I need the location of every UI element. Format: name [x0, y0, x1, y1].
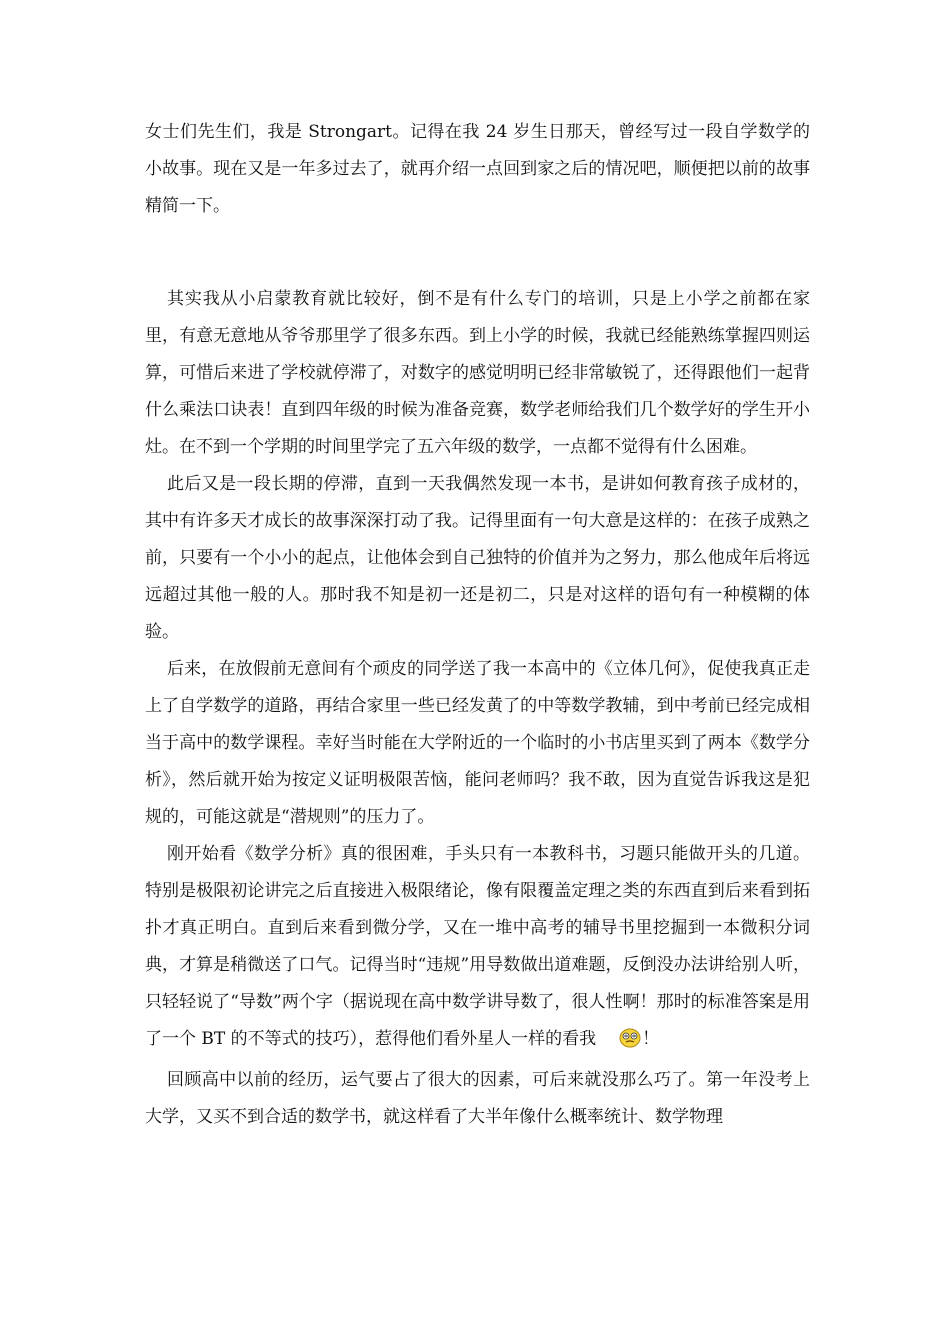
paragraph-childhood: 其实我从小启蒙教育就比较好，倒不是有什么专门的培训，只是上小学之前都在家里，有意无意地从爷爷那里学了很多东西。到上小学的时候，我就已经能熟练掌握四则运算，可惜后来进了学校就停滞了，对数字的感觉明明已经非常敏锐了，还得跟他们一起背什么乘法口诀表！直到四年级的时候为准备竞赛，数学老师给我们几个数学好的学生开小灶。在不到一个学期的时间里学完了五六年级的数学，一点都不觉得有什么困难。: [145, 289, 810, 457]
paragraph-retrospect: 回顾高中以前的经历，运气要占了很大的因素，可后来就没那么巧了。第一年没考上大学，又买不到合适的数学书，就这样看了大半年像什么概率统计、数学物理: [145, 1070, 810, 1127]
paragraph-analysis-text: 刚开始看《数学分析》真的很困难，手头只有一本教科书，习题只能做开头的几道。特别是极限初论讲完之后直接进入极限绪论，像有限覆盖定理之类的东西直到后来看到拓扑才真正明白。直到后来看到微分学，又在一堆中高考的辅导书里挖掘到一本微积分词典，才算是稍微送了口气。记得当时“违规”用导数做出道难题，反倒没办法讲给别人听，只轻轻说了“导数”两个字（据说现在高中数学讲导数了，很人性啊！那时的标准答案是用了一个 BT 的不等式的技巧），惹得他们看外星人一样的看我: [145, 844, 810, 1049]
paragraph-analysis: [145, 836, 810, 1062]
exclamation-mark: ！: [642, 1029, 660, 1049]
paragraph-geometry-book: 后来，在放假前无意间有个顽皮的同学送了我一本高中的《立体几何》，促使我真正走上了自学数学的道路，再结合家里一些已经发黄了的中等数学教辅，到中考前已经完成相当于高中的数学课程。幸好当时能在大学附近的一个临时的小书店里买到了两本《数学分析》，然后就开始为按定义证明极限苦恼，能问老师吗？我不敢，因为直觉告诉我这是犯规的，可能这就是“潜规则”的压力了。: [145, 659, 810, 827]
document-body: [145, 114, 810, 1136]
paragraph-spacer: [145, 225, 810, 281]
paragraph-stagnation: 此后又是一段长期的停滞，直到一天我偶然发现一本书，是讲如何教育孩子成材的，其中有许多天才成长的故事深深打动了我。记得里面有一句大意是这样的：在孩子成熟之前，只要有一个小小的起点，让他体会到自己独特的价值并为之努力，那么他成年后将远远超过其他一般的人。那时我不知是初一还是初二，只是对这样的语句有一种模糊的体验。: [145, 474, 810, 642]
paragraph-intro: 女士们先生们，我是 Strongart。记得在我 24 岁生日那天，曾经写过一段自学数学的小故事。现在又是一年多过去了，就再介绍一点回到家之后的情况吧，顺便把以前的故事精简一下。: [145, 122, 810, 216]
dizzy-face-icon: [597, 1025, 641, 1062]
